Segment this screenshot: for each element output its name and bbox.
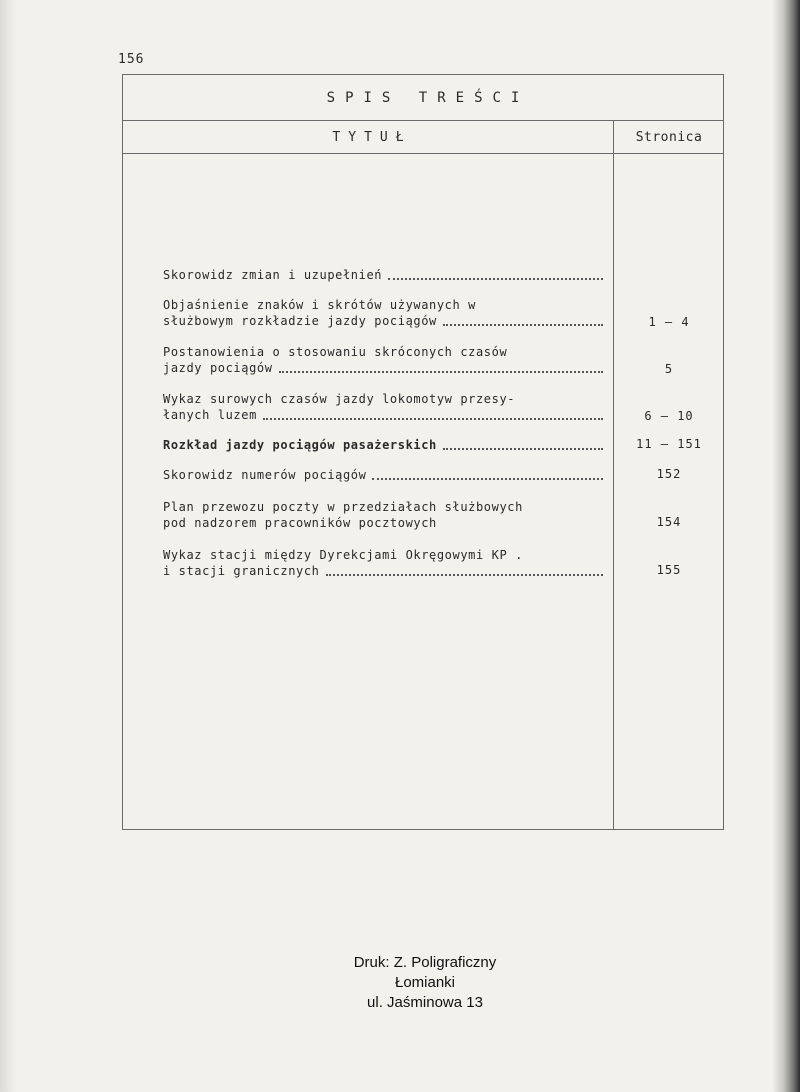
toc-title: SPIS TREŚCI (123, 75, 723, 121)
dot-leader (388, 267, 603, 280)
toc-entry-stations (163, 547, 603, 579)
toc-entry-text: Rozkład jazdy pociągów pasażerskich (163, 438, 437, 452)
imprint-line: Łomianki (394, 974, 456, 991)
column-header-page: Stronica (635, 129, 703, 145)
dot-leader (326, 563, 604, 576)
toc-entry-text: Plan przewozu poczty w przedziałach służbowych (163, 500, 523, 514)
toc-entry-mail-transport (163, 499, 603, 531)
dot-leader (443, 437, 603, 450)
column-header-title: TYTUŁ (332, 129, 412, 145)
toc-entry-text: i stacji granicznych (163, 564, 320, 578)
toc-entry-text: Wykaz surowych czasów jazdy lokomotyw przesy- (163, 392, 516, 406)
toc-entry-text: Wykaz stacji między Dyrekcjami Okręgowymi KP . (163, 548, 523, 562)
dot-leader (279, 360, 603, 373)
toc-entry-text: Postanowienia o stosowaniu skróconych czasów (163, 345, 508, 359)
dot-leader (372, 467, 603, 480)
page-number: 156 (118, 52, 145, 67)
toc-page-ref: 6 – 10 (644, 409, 694, 423)
toc-entry-train-numbers (163, 467, 603, 483)
dot-leader (263, 407, 603, 420)
toc-entry-text: jazdy pociągów (163, 361, 273, 375)
toc-page-ref: 155 (656, 563, 682, 577)
toc-page-ref: 5 (664, 362, 674, 376)
toc-page-ref: 154 (656, 515, 682, 529)
toc-entry-text: służbowym rozkładzie jazdy pociągów (163, 314, 437, 328)
toc-entry-locomotive-times (163, 391, 603, 423)
toc-entry-text: Skorowidz numerów pociągów (163, 468, 367, 482)
toc-entry-text: pod nadzorem pracowników pocztowych (163, 516, 437, 530)
table-of-contents (122, 74, 724, 830)
toc-entry-symbols (163, 297, 603, 329)
toc-entry-text: łanych luzem (163, 408, 257, 422)
toc-entry-changes-index (163, 267, 603, 283)
toc-page-ref: 11 – 151 (636, 437, 702, 451)
toc-page-ref: 152 (656, 467, 682, 481)
dot-leader (443, 313, 603, 326)
page-binding-shadow (772, 0, 800, 1092)
toc-entry-text: Objaśnienie znaków i skrótów używanych w (163, 298, 476, 312)
printer-imprint (300, 953, 550, 1013)
toc-entry-passenger-timetable (163, 437, 603, 453)
toc-page-ref: 1 – 4 (648, 315, 690, 329)
toc-entry-text: Skorowidz zmian i uzupełnień (163, 268, 383, 282)
toc-entry-shortened-times (163, 344, 603, 376)
imprint-line: ul. Jaśminowa 13 (367, 994, 483, 1011)
imprint-line: Druk: Z. Poligraficzny (353, 954, 497, 971)
page-left-edge (0, 0, 16, 1092)
toc-header-row (123, 121, 723, 154)
